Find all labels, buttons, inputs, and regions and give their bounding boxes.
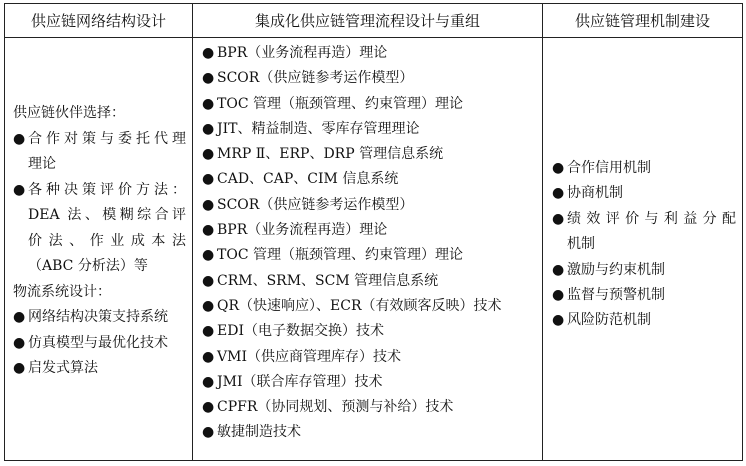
bullet-icon: ●: [13, 181, 26, 198]
header-mechanism-building: 供应链管理机制建设: [543, 4, 743, 38]
list-item: ● TOC 管理（瓶颈管理、约束管理）理论: [202, 243, 538, 268]
list-item: ● SCOR（供应链参考运作模型）: [202, 66, 538, 91]
list-item: ● 监督与预警机制: [552, 283, 736, 308]
bullet-icon: ●: [552, 312, 565, 329]
bullet-icon: ●: [202, 247, 215, 264]
bullet-icon: ●: [202, 373, 215, 390]
bullet-icon: ●: [552, 160, 565, 176]
bullet-icon: ●: [202, 70, 215, 87]
list-item: ● MRP Ⅱ、ERP、DRP 管理信息系统: [202, 142, 538, 167]
list-item: ● CPFR（协同规划、预测与补给）技术: [202, 395, 538, 420]
bullet-icon: ●: [202, 297, 215, 314]
list-item: ● 合作信用机制: [552, 156, 736, 181]
list-item: ● EDI（电子数据交换）技术: [202, 319, 538, 344]
bullet-icon: ●: [202, 348, 215, 365]
list-item: ● BPR（业务流程再造）理论: [202, 218, 538, 243]
bullet-icon: ●: [202, 272, 215, 289]
list-item: ● SCOR（供应链参考运作模型）: [202, 193, 538, 218]
list-item: ● 各种决策评价方法： DEA 法、模糊综合评 价法、作业成本法 （ABC 分析法）等: [13, 178, 186, 280]
bullet-icon: ●: [552, 210, 565, 227]
bullet-icon: ●: [202, 95, 215, 112]
list-item: ● 绩效评价与利益分配 机制: [552, 207, 736, 258]
list-item: ● CRM、SRM、SCM 管理信息系统: [202, 269, 538, 294]
list-item: ● TOC 管理（瓶颈管理、约束管理）理论: [202, 92, 538, 117]
bullet-icon: ●: [202, 45, 215, 61]
bullet-icon: ●: [202, 146, 215, 163]
list-item: ● 激励与约束机制: [552, 258, 736, 283]
list-item: ● BPR（业务流程再造）理论: [202, 41, 538, 66]
partner-selection-title: 供应链伙伴选择：: [13, 105, 125, 121]
list-item: ● 敏捷制造技术: [202, 420, 538, 445]
list-item: ● 网络结构决策支持系统: [13, 305, 186, 331]
bullet-icon: ●: [202, 171, 215, 188]
list-item: ● 协商机制: [552, 181, 736, 206]
list-item: ● 风险防范机制: [552, 308, 736, 333]
bullet-icon: ●: [552, 287, 565, 304]
bullet-icon: ●: [552, 261, 565, 278]
bullet-icon: ●: [13, 360, 26, 376]
logistics-design-title: 物流系统设计：: [13, 283, 111, 300]
list-item: ● 启发式算法: [13, 356, 186, 382]
header-row: [5, 4, 743, 38]
list-item: ● CAD、CAP、CIM 信息系统: [202, 167, 538, 192]
list-item: ● JIT、精益制造、零库存管理理论: [202, 117, 538, 142]
bullet-icon: ●: [202, 222, 215, 239]
mechanism-building-cell: [543, 38, 743, 461]
content-row: [5, 38, 743, 461]
bullet-icon: ●: [202, 323, 215, 340]
list-item: ● JMI（联合库存管理）技术: [202, 370, 538, 395]
header-process-design: 集成化供应链管理流程设计与重组: [193, 4, 543, 38]
list-item: ● 仿真模型与最优化技术: [13, 331, 186, 357]
list-item: ● QR（快速响应）、ECR（有效顾客反映）技术: [202, 294, 538, 319]
bullet-icon: ●: [13, 309, 26, 325]
bullet-icon: ●: [13, 130, 26, 147]
bullet-icon: ●: [13, 334, 26, 351]
process-design-cell: [193, 38, 543, 461]
list-item: ● VMI（供应商管理库存）技术: [202, 345, 538, 370]
bullet-icon: ●: [202, 196, 215, 213]
bullet-icon: ●: [202, 120, 215, 137]
list-item: ● 合作对策与委托代理 理论: [13, 127, 186, 178]
network-design-cell: [5, 38, 193, 461]
mechanism-table: [4, 3, 743, 461]
bullet-icon: ●: [202, 424, 215, 441]
bullet-icon: ●: [552, 185, 565, 202]
header-network-design: 供应链网络结构设计: [5, 4, 193, 38]
bullet-icon: ●: [202, 399, 215, 416]
